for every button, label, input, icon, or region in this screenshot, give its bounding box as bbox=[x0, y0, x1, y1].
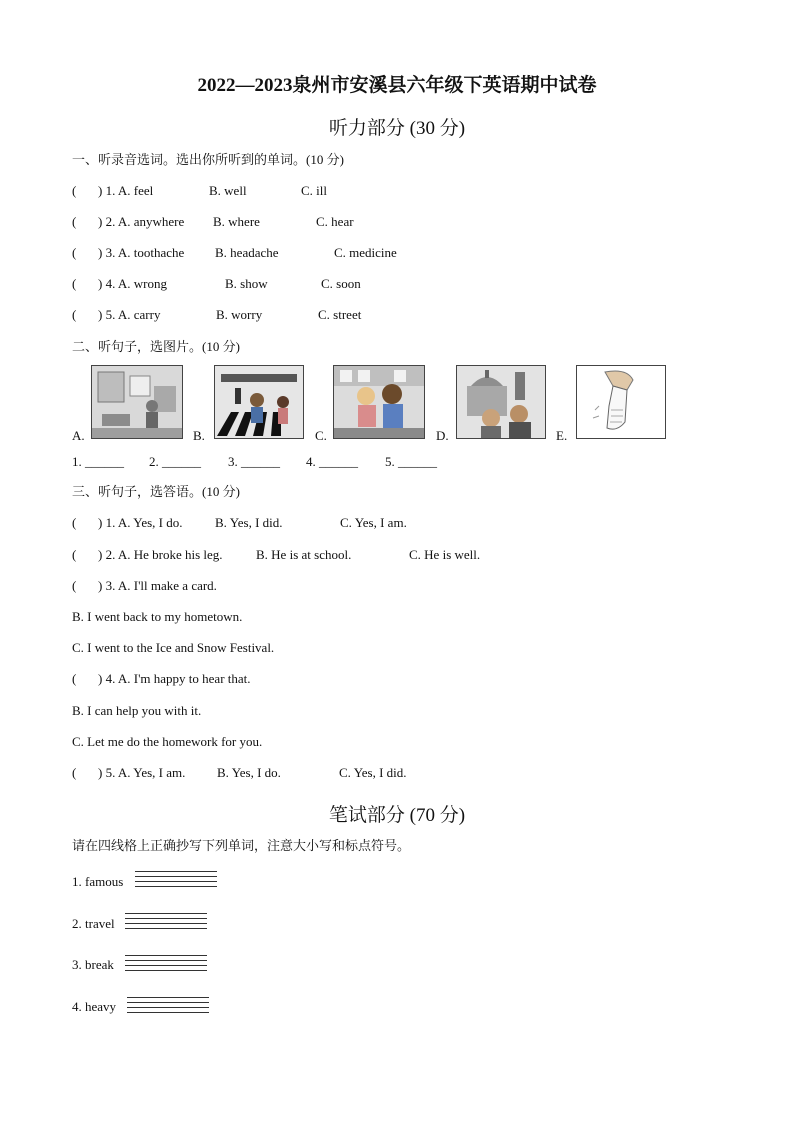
part3-instruction: 三、听句子，选答语。(10 分) bbox=[72, 484, 240, 499]
part3-option-b: B. Yes, I did. bbox=[215, 515, 283, 530]
picture-c-children bbox=[333, 365, 425, 439]
part3-option-a: ) 4. A. I'm happy to hear that. bbox=[98, 671, 251, 686]
picture-a-classroom bbox=[91, 365, 183, 439]
part1-bracket[interactable]: ( bbox=[72, 214, 77, 229]
written-instruction: 请在四线格上正确抄写下列单词，注意大小写和标点符号。 bbox=[72, 838, 411, 853]
part3-option-a: B. I went back to my hometown. bbox=[72, 609, 243, 624]
picture-d-letter: D. bbox=[436, 428, 449, 443]
picture-a-letter: A. bbox=[72, 428, 85, 443]
part1-bracket[interactable]: ( bbox=[72, 276, 77, 291]
part1-question: ) 3. A. toothache bbox=[98, 245, 185, 260]
copy-word-4: 4. heavy bbox=[72, 999, 117, 1014]
part1-question: ) 2. A. anywhere bbox=[98, 214, 185, 229]
picture-e-injured-leg bbox=[576, 365, 666, 439]
picture-d-landmark bbox=[456, 365, 546, 439]
part3-option-a: C. Let me do the homework for you. bbox=[72, 734, 263, 749]
written-heading: 笔试部分 (70 分) bbox=[328, 805, 466, 826]
exam-title: 2022—2023泉州市安溪县六年级下英语期中试卷 bbox=[197, 75, 597, 96]
part3-option-a: ) 5. A. Yes, I am. bbox=[98, 765, 186, 780]
part1-bracket[interactable]: ( bbox=[72, 245, 77, 260]
picture-b-crosswalk bbox=[214, 365, 304, 439]
part1-option-c: C. soon bbox=[321, 276, 361, 291]
part1-option-c: C. hear bbox=[316, 214, 354, 229]
part3-option-a: ) 2. A. He broke his leg. bbox=[98, 547, 223, 562]
part1-option-b: B. worry bbox=[216, 307, 263, 322]
part1-instruction: 一、听录音选词。选出你所听到的单词。(10 分) bbox=[72, 152, 344, 167]
copy-word-3: 3. break bbox=[72, 957, 114, 972]
part1-option-b: B. headache bbox=[215, 245, 279, 260]
part1-option-c: C. street bbox=[318, 307, 362, 322]
part2-answer-blank-5[interactable]: 5. ______ bbox=[385, 454, 437, 469]
part3-option-c: C. Yes, I did. bbox=[339, 765, 407, 780]
part2-instruction: 二、听句子，选图片。(10 分) bbox=[72, 339, 240, 354]
part2-answer-blank-2[interactable]: 2. ______ bbox=[149, 454, 201, 469]
part1-question: ) 4. A. wrong bbox=[98, 276, 167, 291]
part1-bracket[interactable]: ( bbox=[72, 307, 77, 322]
part3-option-a: ) 1. A. Yes, I do. bbox=[98, 515, 183, 530]
copy-word-1: 1. famous bbox=[72, 874, 124, 889]
part1-question: ) 1. A. feel bbox=[98, 183, 154, 198]
part3-option-c: C. Yes, I am. bbox=[340, 515, 407, 530]
four-line-grid-1[interactable] bbox=[135, 871, 217, 891]
listening-heading: 听力部分 (30 分) bbox=[328, 118, 466, 139]
part1-question: ) 5. A. carry bbox=[98, 307, 161, 322]
part1-bracket[interactable]: ( bbox=[72, 183, 77, 198]
part2-answer-blank-1[interactable]: 1. ______ bbox=[72, 454, 124, 469]
four-line-grid-4[interactable] bbox=[127, 997, 209, 1017]
part3-option-b: B. He is at school. bbox=[256, 547, 352, 562]
part1-option-c: C. ill bbox=[301, 183, 328, 198]
part1-option-b: B. well bbox=[209, 183, 247, 198]
four-line-grid-2[interactable] bbox=[125, 913, 207, 933]
part3-bracket[interactable]: ( bbox=[72, 765, 77, 780]
part1-option-b: B. where bbox=[213, 214, 260, 229]
picture-b-letter: B. bbox=[193, 428, 205, 443]
picture-c-letter: C. bbox=[315, 428, 327, 443]
part3-option-c: C. He is well. bbox=[409, 547, 481, 562]
four-line-grid-3[interactable] bbox=[125, 955, 207, 975]
part3-bracket[interactable]: ( bbox=[72, 578, 77, 593]
part1-option-b: B. show bbox=[225, 276, 268, 291]
part3-option-b: B. Yes, I do. bbox=[217, 765, 281, 780]
part3-bracket[interactable]: ( bbox=[72, 515, 77, 530]
part3-option-a: ) 3. A. I'll make a card. bbox=[98, 578, 217, 593]
part1-option-c: C. medicine bbox=[334, 245, 397, 260]
part3-bracket[interactable]: ( bbox=[72, 547, 77, 562]
part3-option-a: B. I can help you with it. bbox=[72, 703, 202, 718]
picture-e-letter: E. bbox=[556, 428, 568, 443]
part3-bracket[interactable]: ( bbox=[72, 671, 77, 686]
part2-answer-blank-4[interactable]: 4. ______ bbox=[306, 454, 358, 469]
copy-word-2: 2. travel bbox=[72, 916, 115, 931]
part3-option-a: C. I went to the Ice and Snow Festival. bbox=[72, 640, 275, 655]
part2-answer-blank-3[interactable]: 3. ______ bbox=[228, 454, 280, 469]
